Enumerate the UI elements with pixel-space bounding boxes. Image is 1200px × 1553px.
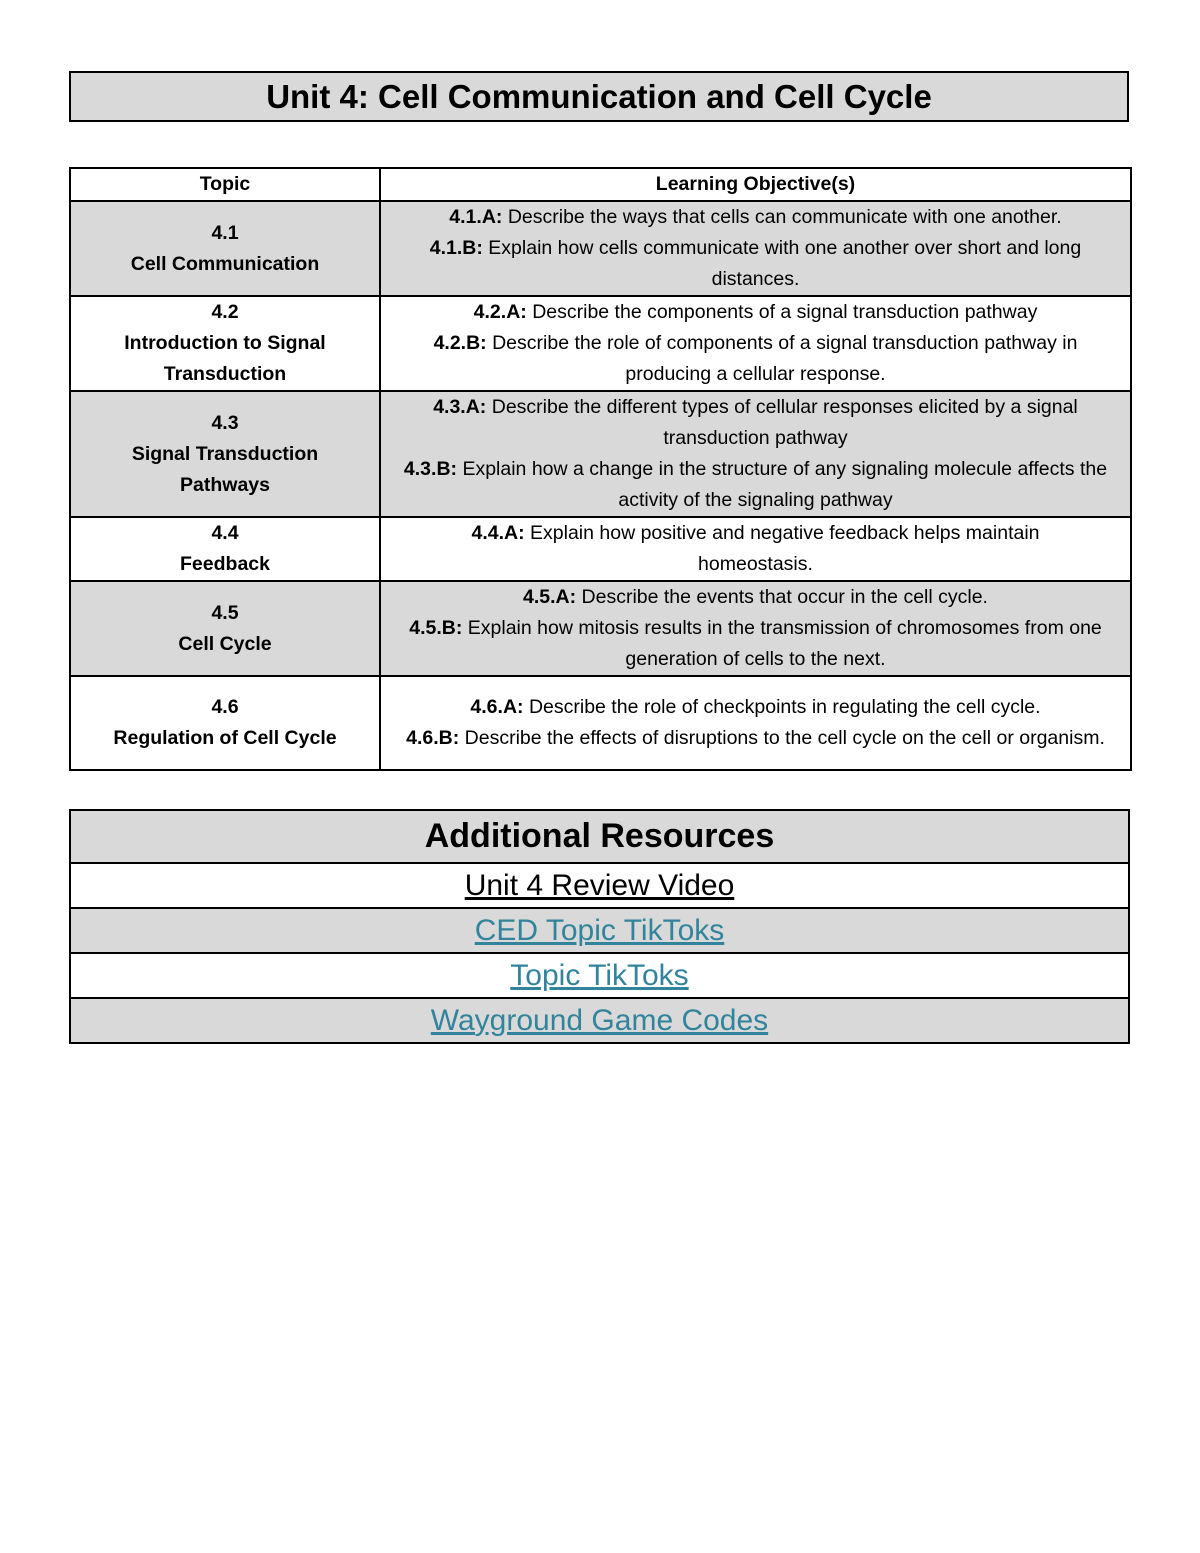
topic-name: Cell Communication <box>130 252 320 275</box>
objective-cell <box>380 517 1131 581</box>
table-row <box>70 391 1131 517</box>
objective-code: 4.1.A: <box>449 206 503 228</box>
topic-cell <box>70 391 380 517</box>
objective-text: Describe the events that occur in the cell cycle. <box>576 586 988 608</box>
table-header-row <box>70 168 1131 201</box>
resource-row <box>70 953 1129 998</box>
objective-code: 4.2.A: <box>473 301 527 323</box>
objective-cell <box>380 391 1131 517</box>
objective-text: Describe the different types of cellular responses elicited by a signal transduction pathway <box>486 396 1078 449</box>
objective-item <box>389 723 1122 754</box>
objective-item <box>389 328 1122 390</box>
objectives-column-header: Learning Objective(s) <box>380 168 1131 201</box>
topic-cell <box>70 676 380 770</box>
objective-item <box>389 518 1122 580</box>
objective-code: 4.5.A: <box>523 586 577 608</box>
objective-item <box>389 392 1122 454</box>
objective-cell <box>380 201 1131 296</box>
topic-name: Introduction to Signal Transduction <box>124 332 326 385</box>
objective-code: 4.5.B: <box>409 617 463 639</box>
objective-text: Describe the role of components of a signal transduction pathway in producing a cellular response. <box>486 332 1078 385</box>
objective-item <box>389 454 1122 516</box>
objective-text: Explain how positive and negative feedback helps maintain homeostasis. <box>524 522 1040 575</box>
objective-cell <box>380 676 1131 770</box>
topic-cell <box>70 296 380 391</box>
resource-cell <box>70 908 1129 953</box>
topic-number: 4.6 <box>211 696 239 718</box>
resources-header: Additional Resources <box>70 810 1129 863</box>
topic-cell <box>70 201 380 296</box>
topic-number: 4.1 <box>211 221 239 244</box>
objective-item <box>389 582 1122 613</box>
topic-cell <box>70 517 380 581</box>
objective-text: Describe the role of checkpoints in regulating the cell cycle. <box>523 696 1041 718</box>
objective-item <box>389 613 1122 675</box>
objective-code: 4.6.A: <box>470 696 524 718</box>
objective-item <box>389 202 1122 233</box>
objective-code: 4.6.B: <box>406 727 460 749</box>
table-row <box>70 296 1131 391</box>
objective-text: Describe the effects of disruptions to the cell cycle on the cell or organism. <box>459 727 1105 749</box>
objective-code: 4.1.B: <box>429 237 483 259</box>
objective-cell <box>380 296 1131 391</box>
table-row <box>70 581 1131 676</box>
topic-name: Signal Transduction Pathways <box>131 442 319 496</box>
resources-header-row <box>70 810 1129 863</box>
topic-tiktoks-link[interactable]: Topic TikToks <box>510 958 689 992</box>
objectives-table <box>69 167 1132 771</box>
topic-name: Cell Cycle <box>178 632 272 655</box>
resource-cell <box>70 998 1129 1043</box>
resource-cell <box>70 953 1129 998</box>
objective-code: 4.3.A: <box>433 396 487 418</box>
topic-number: 4.3 <box>211 411 239 434</box>
topic-number: 4.5 <box>211 601 239 624</box>
page-title: Unit 4: Cell Communication and Cell Cycle <box>69 71 1129 122</box>
resource-row <box>70 908 1129 953</box>
objective-item <box>389 692 1122 723</box>
topic-name: Regulation of Cell Cycle <box>113 727 337 749</box>
table-row <box>70 676 1131 770</box>
objective-text: Describe the ways that cells can communicate with one another. <box>502 206 1062 228</box>
objective-code: 4.3.B: <box>403 458 458 480</box>
objective-item <box>389 297 1122 328</box>
objective-item <box>389 233 1122 295</box>
objective-code: 4.4.A: <box>471 522 525 544</box>
resource-row <box>70 863 1129 908</box>
resource-cell <box>70 863 1129 908</box>
objective-text: Explain how cells communicate with one another over short and long distances. <box>482 237 1082 290</box>
resources-table <box>69 809 1130 1044</box>
topic-column-header: Topic <box>70 168 380 201</box>
objective-cell <box>380 581 1131 676</box>
objective-text: Describe the components of a signal transduction pathway <box>526 301 1038 323</box>
review-video-link[interactable]: Unit 4 Review Video <box>464 868 735 902</box>
wayground-game-codes-link[interactable]: Wayground Game Codes <box>430 1003 769 1037</box>
objective-text: Explain how a change in the structure of any signaling molecule affects the activity of the signaling pathway <box>457 458 1108 511</box>
topic-cell <box>70 581 380 676</box>
table-row <box>70 201 1131 296</box>
objective-code: 4.2.B: <box>433 332 487 354</box>
objective-text: Explain how mitosis results in the transmission of chromosomes from one generation of cells to the next. <box>462 617 1102 670</box>
table-row <box>70 517 1131 581</box>
topic-number: 4.2 <box>211 301 239 323</box>
topic-name: Feedback <box>180 553 270 575</box>
resource-row <box>70 998 1129 1043</box>
ced-topic-tiktoks-link[interactable]: CED Topic TikToks <box>474 913 725 947</box>
topic-number: 4.4 <box>211 522 239 544</box>
